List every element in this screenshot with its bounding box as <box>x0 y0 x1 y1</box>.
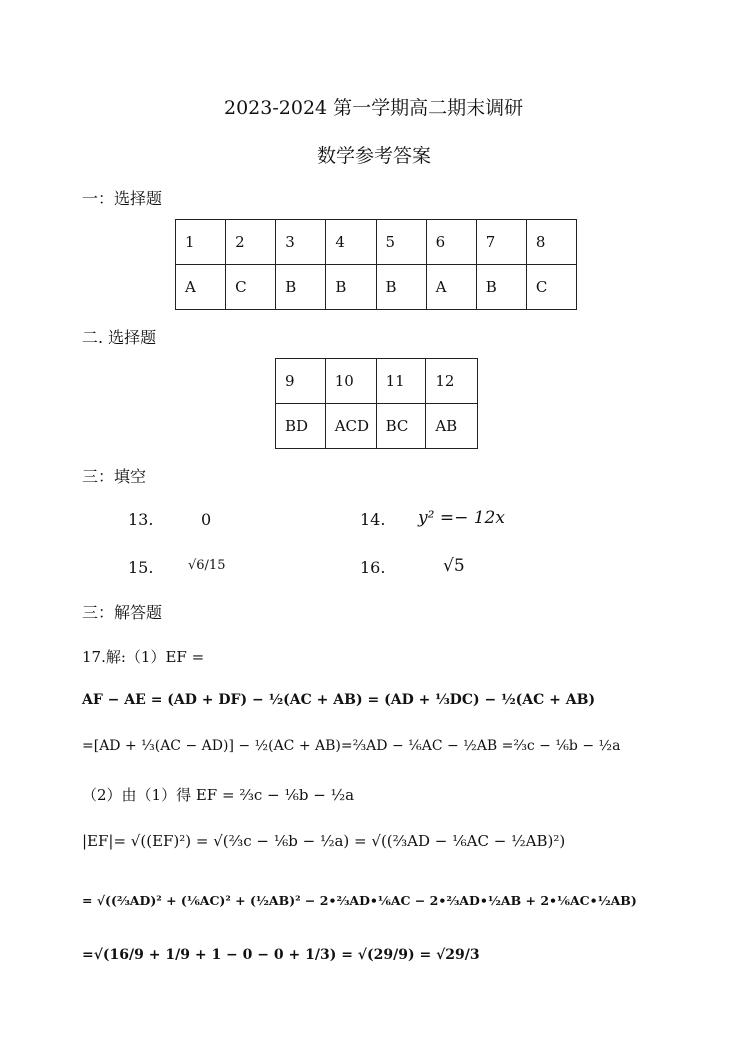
section4-heading: 三：解答题 <box>82 603 163 622</box>
fill-answer-16: √5 <box>443 556 465 576</box>
solution-line-1: 17.解:（1）EF = <box>82 648 205 666</box>
table-cell: 11 <box>376 359 426 404</box>
table-cell: 8 <box>526 220 576 265</box>
table-cell: AB <box>426 404 478 449</box>
table-cell: 3 <box>276 220 326 265</box>
solution-line-5: |EF|= √((EF)²) = √(⅔c − ⅙b − ½a) = √((⅔AD − ⅙AC − ½AB)²) <box>82 832 566 850</box>
fill-num-13: 13. <box>128 510 154 529</box>
table-cell: 1 <box>176 220 226 265</box>
table-cell: 6 <box>426 220 476 265</box>
table-cell: 12 <box>426 359 478 404</box>
table-cell: B <box>376 265 426 310</box>
section1-heading: 一：选择题 <box>82 189 163 208</box>
solution-line-2: AF − AE = (AD + DF) − ½(AC + AB) = (AD + ⅓DC) − ½(AC + AB) <box>82 692 596 708</box>
page-title: 2023-2024 第一学期高二期末调研 <box>224 97 524 119</box>
table-cell: 2 <box>226 220 276 265</box>
solution-line-6: = √((⅔AD)² + (⅙AC)² + (½AB)² − 2•⅔AD•⅙AC − 2•⅔AD•½AB + 2•⅙AC•½AB) <box>82 893 637 908</box>
table-cell: 7 <box>476 220 526 265</box>
fill-num-15: 15. <box>128 558 154 577</box>
table-cell: BD <box>276 404 326 449</box>
table-cell: B <box>276 265 326 310</box>
solution-line-4: （2）由（1）得 EF = ⅔c − ⅙b − ½a <box>82 786 355 804</box>
table-cell: A <box>176 265 226 310</box>
fill-answer-14: y² =− 12x <box>418 508 505 528</box>
table-cell: 9 <box>276 359 326 404</box>
table-cell: A <box>426 265 476 310</box>
section3-heading: 三：填空 <box>82 467 147 486</box>
fill-num-16: 16. <box>360 558 386 577</box>
table-row <box>176 265 577 310</box>
table-cell: 4 <box>326 220 376 265</box>
page-subtitle: 数学参考答案 <box>317 145 432 167</box>
table-cell: 10 <box>325 359 376 404</box>
table-row <box>276 359 478 404</box>
fill-answer-13: 0 <box>201 510 212 529</box>
solution-line-7: =√(16/9 + 1/9 + 1 − 0 − 0 + 1/3) = √(29/9) = √29/3 <box>82 947 480 963</box>
table-cell: B <box>326 265 376 310</box>
solution-line-3: =[AD + ⅓(AC − AD)] − ½(AC + AB)=⅔AD − ⅙AC − ½AB =⅔c − ⅙b − ½a <box>82 738 621 754</box>
table-row <box>276 404 478 449</box>
table-cell: C <box>526 265 576 310</box>
table-cell: ACD <box>325 404 376 449</box>
table-cell: C <box>226 265 276 310</box>
choice-table-1 <box>175 219 577 310</box>
fill-answer-15: √6/15 <box>188 558 226 573</box>
table-row <box>176 220 577 265</box>
fill-num-14: 14. <box>360 510 386 529</box>
section2-heading: 二. 选择题 <box>82 328 157 347</box>
choice-table-2 <box>275 358 478 449</box>
table-cell: BC <box>376 404 426 449</box>
table-cell: B <box>476 265 526 310</box>
table-cell: 5 <box>376 220 426 265</box>
